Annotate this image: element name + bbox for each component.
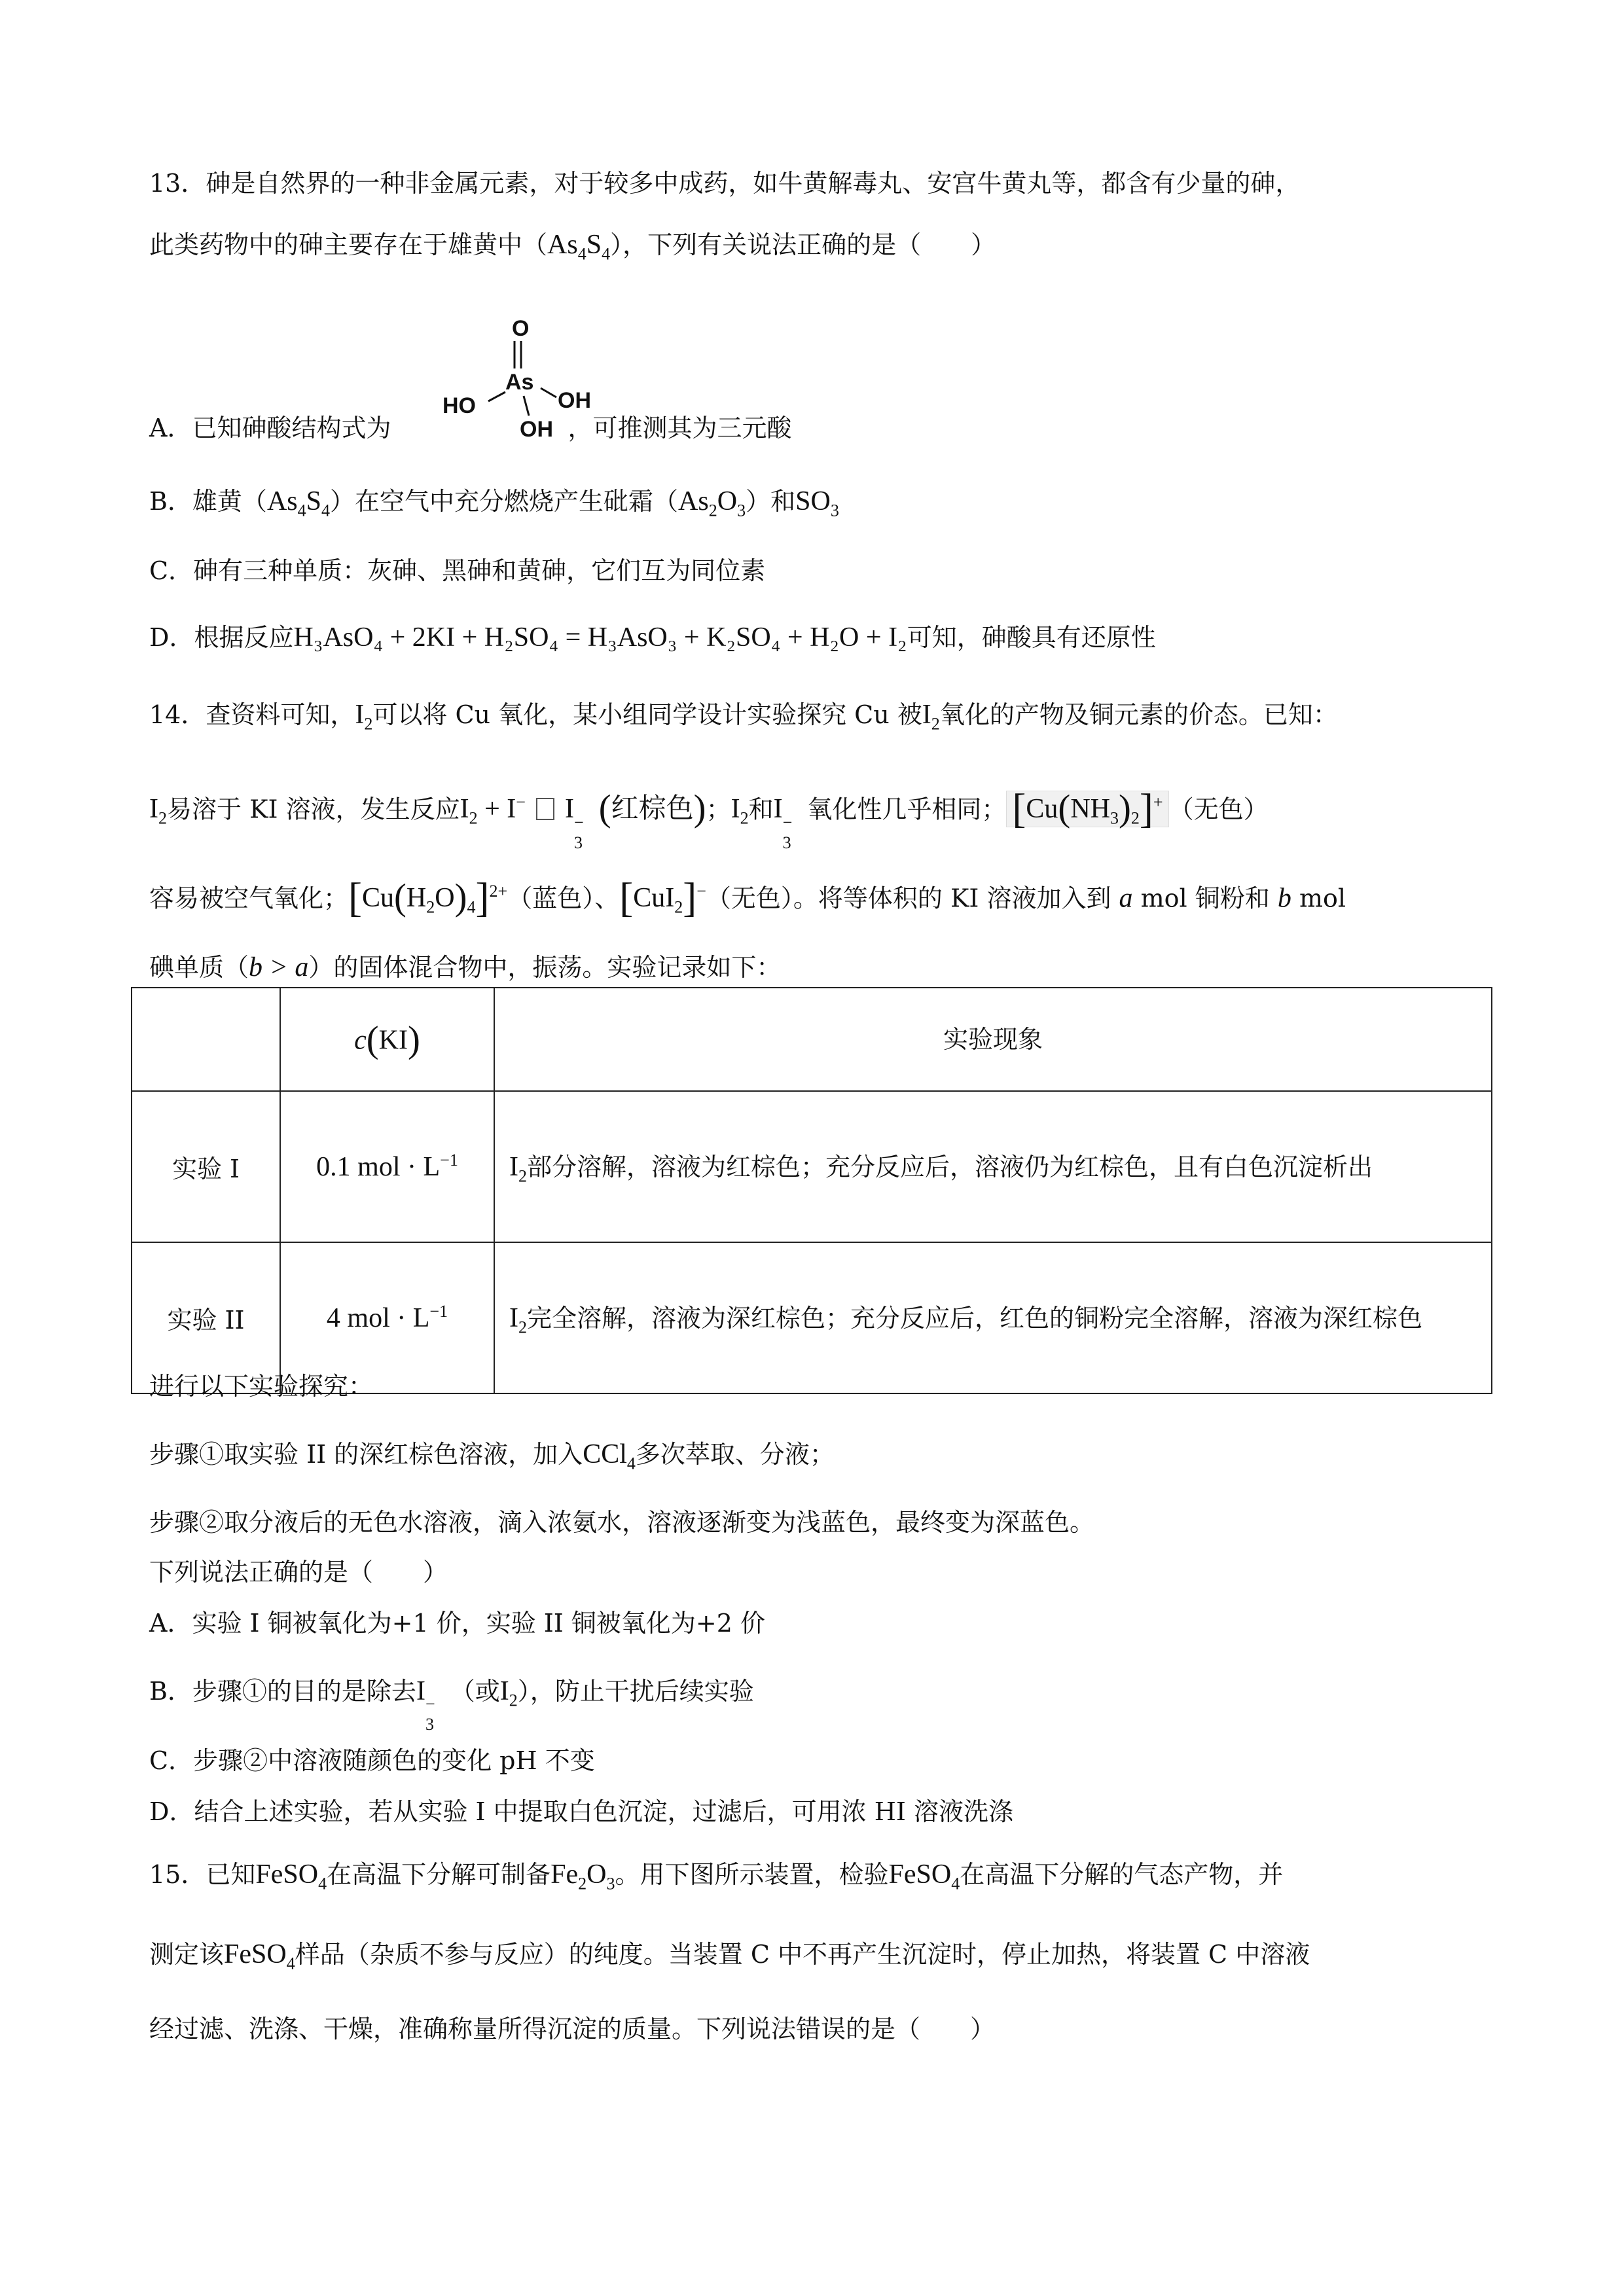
q14-line-3: 容易被空气氧化；$[Cu(H_2O)_4]^{2+}$（蓝色）、[CuI$_2$]−（无色）。将等体积的 KI 溶液加入到 a mol 铜粉和 b mol bbox=[149, 875, 1346, 922]
q15-line-2: 测定该FeSO$_4$样品（杂质不参与反应）的纯度。当装置 C 中不再产生沉淀时，停止加热，将装置 C 中溶液 bbox=[149, 1939, 1310, 1973]
table-header-phenomenon: 实验现象 bbox=[494, 988, 1492, 1091]
q13-stem-1: 砷是自然界的一种非金属元素，对于较多中成药，如牛黄解毒丸、安宫牛黄丸等，都含有少量的砷， bbox=[206, 169, 1301, 198]
ccl4-formula: CCl$_4$ bbox=[583, 1439, 636, 1473]
q15-line-3: 经过滤、洗涤、干燥，准确称量所得沉淀的质量。下列说法错误的是（ ） bbox=[149, 2015, 996, 2043]
q13-option-b: B．雄黄$(As_4S_4)$在空气中充分燃烧产生砒霜$(As_2O_3)$和$SO_3$ bbox=[149, 486, 839, 520]
copper-ammine-complex: $[Cu(NH_3)_2]^+$ bbox=[1006, 791, 1168, 827]
table-row bbox=[132, 1091, 1492, 1242]
q14-option-a: A．实验 I 铜被氧化为+1 价，实验 II 铜被氧化为+2 价 bbox=[149, 1609, 765, 1638]
q14-step-1: 步骤①取实验 II 的深红棕色溶液，加入CCl$_4$多次萃取、分液； bbox=[149, 1439, 835, 1473]
q13-number: 13． bbox=[149, 169, 206, 198]
experiment-name: 实验 II bbox=[132, 1242, 280, 1393]
q13-line-1 bbox=[149, 168, 1300, 199]
q13-option-a: A．已知砷酸结构式为 ，可推测其为三元酸 bbox=[149, 414, 792, 442]
experiment-table bbox=[131, 987, 1492, 1394]
table-header-blank bbox=[132, 988, 280, 1091]
structure-arsenic: As bbox=[505, 370, 534, 395]
so3-formula: $SO_3$ bbox=[795, 486, 839, 520]
structure-oxygen: O bbox=[512, 316, 530, 341]
q13-option-c: C．砷有三种单质：灰砷、黑砷和黄砷，它们互为同位素 bbox=[149, 556, 766, 585]
q14-option-d: D．结合上述实验，若从实验 I 中提取白色沉淀，过滤后，可用浓 HI 溶液洗涤 bbox=[149, 1797, 1013, 1826]
reversible-arrow-placeholder bbox=[536, 798, 554, 820]
q14-line-4: 碘单质（b > a）的固体混合物中，振荡。实验记录如下： bbox=[149, 952, 782, 982]
q13-option-d: D．根据反应H₃AsO₄ + 2KI + H₂SO₄ = H₃AsO₃ + K₂SO₄ + H₂O + I₂可知，砷酸具有还原性 bbox=[149, 622, 1156, 653]
experiment-observation: $I_2$完全溶解，溶液为深红棕色；充分反应后，红色的铜粉完全溶解，溶液为深红棕色 bbox=[494, 1242, 1492, 1393]
fe2o3-formula: $Fe_2O_3$ bbox=[550, 1859, 615, 1893]
q14-line-2: $I_2$易溶于 KI 溶液，发生反应$I_2 + I^-$ I − 3 (红棕色)；$I_2$和I − 3 氧化性几乎相同； $[Cu(NH_3)_2]^+$ （无色） bbox=[149, 786, 1269, 852]
q14-option-c: C．步骤②中溶液随颜色的变化 pH 不变 bbox=[149, 1746, 595, 1775]
structure-oh-right: OH bbox=[558, 388, 591, 413]
copper-aqua-complex: $[Cu(H_2O)_4]^{2+}$ bbox=[348, 875, 508, 922]
q14-option-b: B．步骤①的目的是除去I − 3 （或$I_2$），防止干扰后续实验 bbox=[149, 1676, 754, 1734]
q14-line-1: 14．查资料可知，$I_2$可以将 Cu 氧化，某小组同学设计实验探究 Cu 被$I_2$氧化的产物及铜元素的价态。已知： bbox=[149, 700, 1338, 734]
q14-ask: 下列说法正确的是（ ） bbox=[149, 1558, 448, 1587]
copper-iodide-complex: [CuI$_2$]− bbox=[619, 875, 706, 922]
experiment-concentration: 0.1 mol · $L^{-1}$ bbox=[280, 1091, 494, 1242]
structure-ho-left: HO bbox=[442, 393, 476, 418]
experiment-concentration: 4 mol · $L^{-1}$ bbox=[280, 1242, 494, 1393]
reaction-equation: H₃AsO₄ + 2KI + H₂SO₄ = H₃AsO₃ + K₂SO₄ + H₂O + I₂ bbox=[293, 622, 907, 653]
structure-oh-bottom: OH bbox=[520, 417, 553, 442]
realgar-formula: $As_4S_4$ bbox=[547, 230, 611, 264]
experiment-observation: $I_2$部分溶解，溶液为红棕色；充分反应后，溶液仍为红棕色，且有白色沉淀析出 bbox=[494, 1091, 1492, 1242]
q13-line-2: 此类药物中的砷主要存在于雄黄中$(As_4S_4)$，下列有关说法正确的是（ ） bbox=[149, 230, 996, 264]
q14-after-table: 进行以下实验探究： bbox=[149, 1372, 374, 1401]
table-header-row bbox=[132, 988, 1492, 1091]
q14-step-2: 步骤②取分液后的无色水溶液，滴入浓氨水，溶液逐渐变为浅蓝色，最终变为深蓝色。 bbox=[149, 1508, 1095, 1537]
arsenic-oxide-formula: $As_2O_3$ bbox=[678, 486, 746, 520]
q15-line-1: 15．已知FeSO$_4$在高温下分解可制备$Fe_2O_3$。用下图所示装置，检验FeSO$_4$在高温下分解的气态产物，并 bbox=[149, 1859, 1284, 1893]
table-header-concentration: c(KI) bbox=[280, 988, 494, 1091]
experiment-name: 实验 I bbox=[132, 1091, 280, 1242]
